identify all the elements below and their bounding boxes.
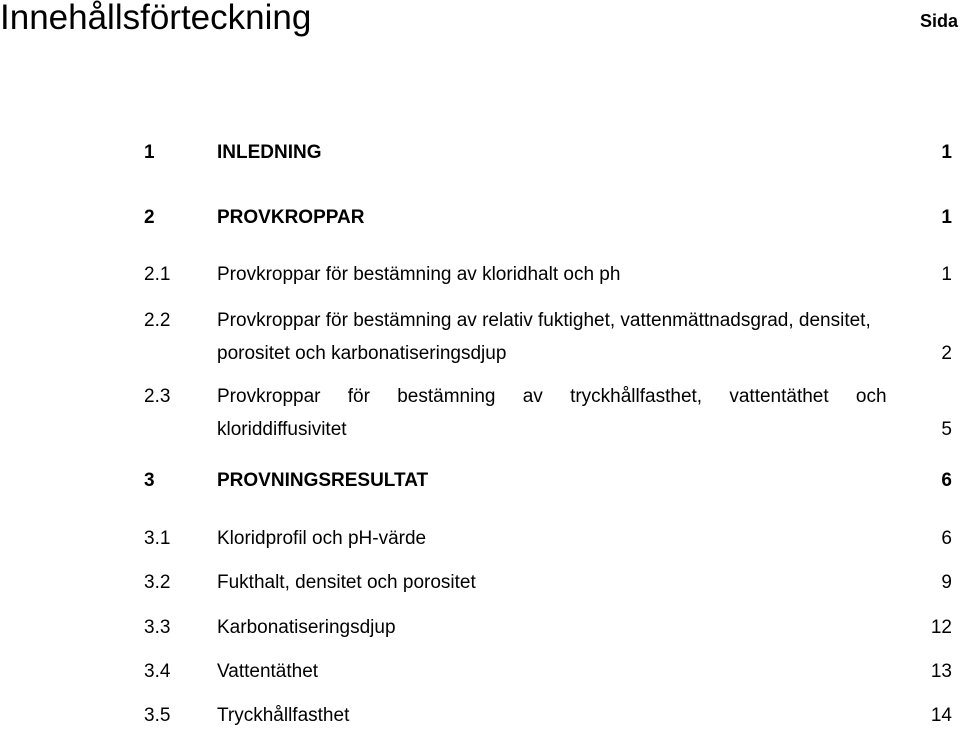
toc-entry-page: 14 — [930, 705, 952, 726]
toc-entry-page: 6 — [941, 470, 952, 491]
toc-entry-title: Vattentäthet — [217, 661, 319, 682]
toc-entry-number: 3.1 — [144, 528, 171, 549]
toc-entry-title: Karbonatiseringsdjup — [217, 617, 396, 638]
toc-entry-number: 3.2 — [144, 572, 171, 593]
toc-entry-2-2[interactable] — [0, 310, 960, 370]
toc-entry-number: 2.2 — [144, 310, 171, 331]
toc-entry-page: 6 — [941, 528, 952, 549]
page-column-header: Sida — [919, 11, 958, 31]
toc-entry-page: 13 — [930, 661, 952, 682]
toc-entry-page: 1 — [941, 264, 952, 285]
toc-entry-number: 3 — [144, 470, 155, 491]
toc-entry-title: PROVNINGSRESULTAT — [217, 470, 429, 491]
toc-entry-title-line-2: porositet och karbonatiseringsdjup — [217, 343, 507, 364]
toc-entry-title: Kloridprofil och pH-värde — [217, 528, 427, 549]
toc-entry-2-3[interactable] — [0, 386, 960, 446]
toc-entry-title-line-2: kloriddiffusivitet — [217, 419, 347, 440]
toc-entry-number: 2 — [144, 207, 155, 228]
toc-entry-page: 1 — [941, 142, 952, 163]
toc-entry-title: Provkroppar för bestämning av kloridhalt och ph — [217, 264, 621, 285]
toc-entry-title: Tryckhållfasthet — [217, 705, 350, 726]
toc-entry-page: 9 — [941, 572, 952, 593]
toc-entry-number: 3.3 — [144, 617, 171, 638]
toc-entry-page: 5 — [941, 419, 952, 440]
toc-entry-number: 3.4 — [144, 661, 171, 682]
toc-entry-title-line-1 — [217, 386, 952, 408]
toc-entry-page: 2 — [941, 343, 952, 364]
toc-entry-number: 1 — [144, 142, 155, 163]
toc-entry-title-line-1: Provkroppar för bestämning av relativ fuktighet, vattenmättnadsgrad, densitet, — [217, 310, 871, 331]
toc-entry-number: 2.1 — [144, 264, 171, 285]
toc-entry-title: INLEDNING — [217, 142, 322, 163]
toc-entry-number: 2.3 — [144, 386, 171, 407]
toc-entry-title: Fukthalt, densitet och porositet — [217, 572, 476, 593]
toc-entry-number: 3.5 — [144, 705, 171, 726]
toc-entry-title-line-1-text: Provkroppar för bestämning av tryckhållfasthet, vattentäthet och — [217, 386, 887, 407]
toc-entry-page: 1 — [941, 207, 952, 228]
toc-entry-page: 12 — [930, 617, 952, 638]
toc-entry-title: PROVKROPPAR — [217, 207, 365, 228]
document-title: Innehållsförteckning — [0, 0, 312, 37]
